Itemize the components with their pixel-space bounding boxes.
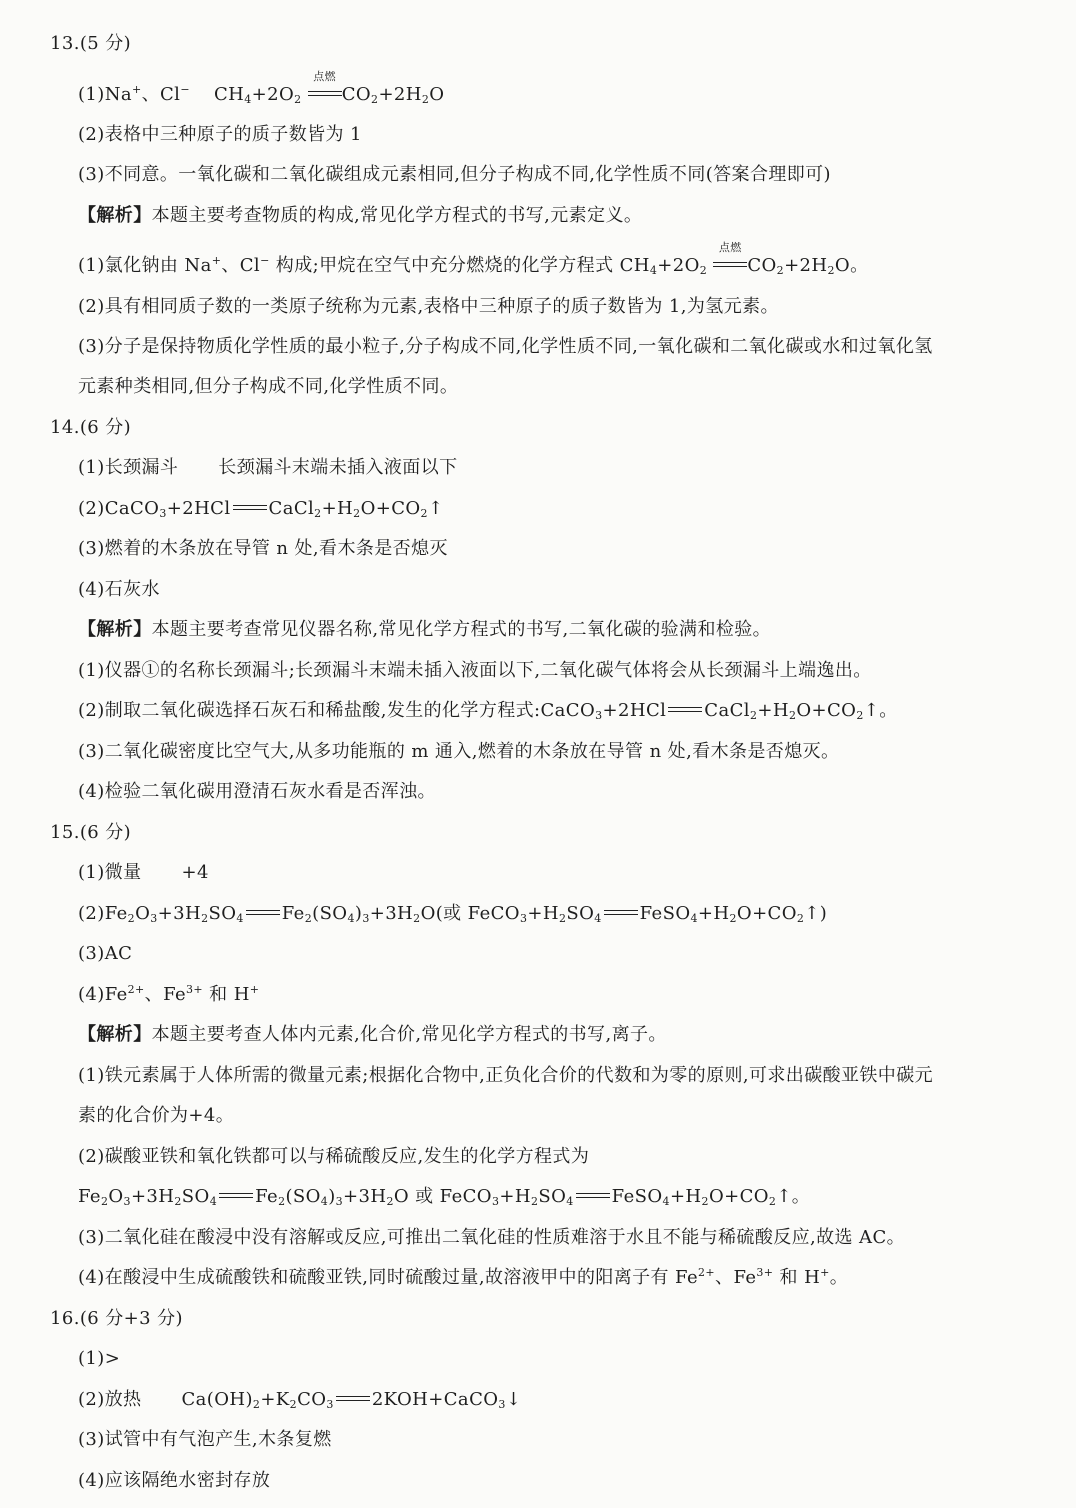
- q13-header: 13.(5 分): [50, 33, 132, 54]
- q14-answer-1: (1)长颈漏斗 长颈漏斗末端未插入液面以下: [78, 457, 458, 478]
- q16-answer-4: (4)应该隔绝水密封存放: [78, 1470, 271, 1491]
- q14-analysis: 【解析】本题主要考查常见仪器名称,常见化学方程式的书写,二氧化碳的验满和检验。: [78, 619, 772, 640]
- q15-explain-1a: (1)铁元素属于人体所需的微量元素;根据化合物中,正负化合价的代数和为零的原则,可求出碳酸亚铁中碳元: [78, 1065, 933, 1086]
- q15-answer-2: $(2)Fe_2O_3+3H_2SO_4$ $Fe_2(SO_4)_3+3H_2O$(或 $FeCO_3+H_2SO_4$ $FeSO_4+H_2O+CO_2↑$): [78, 903, 828, 925]
- q14-answer-2: (2)CaCO$_3$+2HCl $CaCl_2+H_2O+CO_2↑$: [78, 498, 444, 520]
- q13-explain-3a: (3)分子是保持物质化学性质的最小粒子,分子构成不同,化学性质不同,一氧化碳和二氧化碳或水和过氧化氢: [78, 336, 933, 357]
- q13-analysis: 【解析】本题主要考查物质的构成,常见化学方程式的书写,元素定义。: [78, 205, 643, 226]
- q15-analysis: 【解析】本题主要考查人体内元素,化合价,常见化学方程式的书写,离子。: [78, 1024, 667, 1045]
- q14-explain-3: (3)二氧化碳密度比空气大,从多功能瓶的 m 通入,燃着的木条放在导管 n 处,看木条是否熄灭。: [78, 741, 840, 762]
- q16-header: 16.(6 分+3 分): [50, 1308, 183, 1329]
- q15-answer-3: (3)AC: [78, 943, 133, 964]
- q13-explain-2: (2)具有相同质子数的一类原子统称为元素,表格中三种原子的质子数皆为 1,为氢元素。: [78, 296, 779, 317]
- q13-answer-3: (3)不同意。一氧化碳和二氧化碳组成元素相同,但分子构成不同,化学性质不同(答案合理即可): [78, 164, 831, 185]
- q15-header: 15.(6 分): [50, 822, 132, 843]
- q14-explain-1: (1)仪器①的名称长颈漏斗;长颈漏斗末端未插入液面以下,二氧化碳气体将会从长颈漏斗上端逸出。: [78, 660, 872, 681]
- q14-answer-3: (3)燃着的木条放在导管 n 处,看木条是否熄灭: [78, 538, 448, 559]
- q16-answer-2: (2)放热 $Ca(OH)_2+K_2CO_3$ 2KOH+CaCO$_3$↓: [78, 1389, 522, 1411]
- q15-explain-3: (3)二氧化硅在酸浸中没有溶解或反应,可推出二氧化硅的性质难溶于水且不能与稀硫酸反应,故选 AC。: [78, 1227, 906, 1248]
- q13-answer-1: (1)Na+、Cl− $CH_4+2O_2$ 点燃 $CO_2+2H_2O$: [78, 70, 445, 106]
- q15-explain-2b: $Fe_2O_3+3H_2SO_4$ $Fe_2(SO_4)_3+3H_2O$ 或 $FeCO_3+H_2SO_4$ $FeSO_4+H_2O+CO_2↑$。: [78, 1186, 811, 1208]
- q15-explain-4: (4)在酸浸中生成硫酸铁和硫酸亚铁,同时硫酸过量,故溶液甲中的阳离子有 $Fe^{2+}$、$Fe^{3+}$ 和 H+。: [78, 1266, 849, 1288]
- q14-header: 14.(6 分): [50, 417, 132, 438]
- q16-answer-3: (3)试管中有气泡产生,木条复燃: [78, 1429, 332, 1450]
- q13-explain-1: (1)氯化钠由 Na+、Cl− 构成;甲烷在空气中充分燃烧的化学方程式 $CH_4+2O_2$ 点燃 $CO_2+2H_2O$。: [78, 241, 869, 277]
- q13-explain-3b: 元素种类相同,但分子构成不同,化学性质不同。: [78, 376, 459, 397]
- q14-explain-2: (2)制取二氧化碳选择石灰石和稀盐酸,发生的化学方程式:CaCO$_3$+2HCl $CaCl_2+H_2O+CO_2↑$。: [78, 700, 898, 722]
- q13-answer-2: (2)表格中三种原子的质子数皆为 1: [78, 124, 362, 145]
- q14-answer-4: (4)石灰水: [78, 579, 160, 600]
- q15-explain-1b: 素的化合价为+4。: [78, 1105, 235, 1126]
- q15-answer-4: $(4)Fe^{2+}$、$Fe^{3+}$ 和 H+: [78, 983, 260, 1005]
- q14-explain-4: (4)检验二氧化碳用澄清石灰水看是否浑浊。: [78, 781, 436, 802]
- q15-explain-2a: (2)碳酸亚铁和氧化铁都可以与稀硫酸反应,发生的化学方程式为: [78, 1146, 590, 1167]
- q15-answer-1: (1)微量 +4: [78, 862, 209, 883]
- q16-answer-1: (1)>: [78, 1348, 121, 1369]
